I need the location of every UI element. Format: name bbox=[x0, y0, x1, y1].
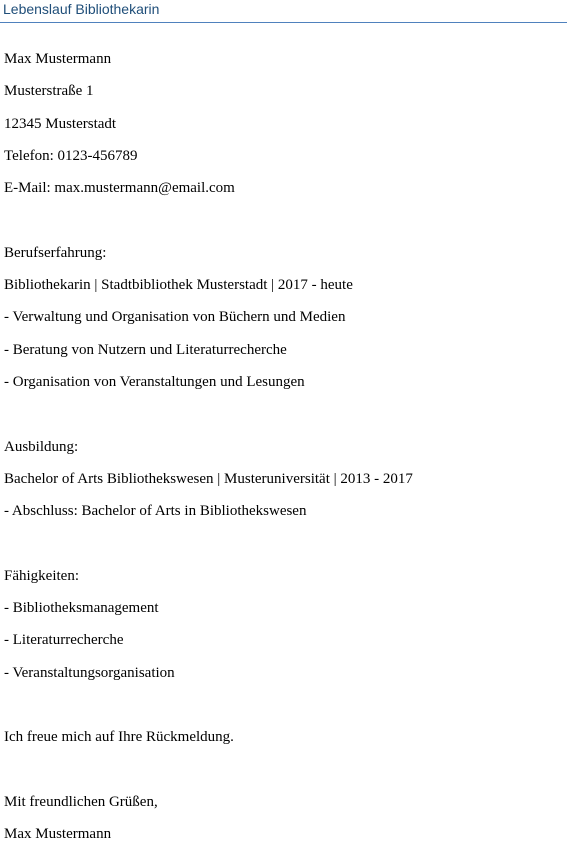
contact-street: Musterstraße 1 bbox=[4, 83, 94, 100]
experience-position: Bibliothekarin | Stadtbibliothek Musterstadt | 2017 - heute bbox=[4, 277, 353, 294]
document-body bbox=[4, 47, 564, 854]
education-degree: Bachelor of Arts Bibliothekswesen | Musteruniversität | 2013 - 2017 bbox=[4, 470, 413, 487]
section-spacer bbox=[4, 693, 564, 725]
document-title: Lebenslauf Bibliothekarin bbox=[3, 1, 160, 17]
contact-city: 12345 Musterstadt bbox=[4, 115, 117, 132]
skills-item: - Literaturrecherche bbox=[4, 632, 124, 649]
contact-name: Max Mustermann bbox=[4, 51, 112, 67]
signature-name: Max Mustermann bbox=[4, 826, 112, 843]
experience-item: - Organisation von Veranstaltungen und Lesungen bbox=[4, 373, 305, 390]
closing-message: Ich freue mich auf Ihre Rückmeldung. bbox=[4, 729, 234, 746]
section-spacer bbox=[4, 531, 564, 563]
education-item: - Abschluss: Bachelor of Arts in Bibliothekswesen bbox=[4, 503, 307, 520]
contact-email: E-Mail: max.mustermann@email.com bbox=[4, 180, 235, 197]
document-header bbox=[0, 0, 567, 23]
closing-salutation: Mit freundlichen Grüßen, bbox=[4, 793, 158, 810]
experience-item: - Beratung von Nutzern und Literaturrecherche bbox=[4, 341, 287, 358]
section-spacer bbox=[4, 208, 564, 240]
skills-heading: Fähigkeiten: bbox=[4, 567, 79, 584]
education-heading: Ausbildung: bbox=[4, 438, 79, 455]
section-spacer bbox=[4, 758, 564, 790]
skills-item: - Veranstaltungsorganisation bbox=[4, 664, 175, 681]
experience-heading: Berufserfahrung: bbox=[4, 244, 107, 261]
section-spacer bbox=[4, 402, 564, 434]
experience-item: - Verwaltung und Organisation von Büchern und Medien bbox=[4, 309, 346, 326]
contact-phone: Telefon: 0123-456789 bbox=[4, 147, 138, 164]
skills-item: - Bibliotheksmanagement bbox=[4, 600, 159, 617]
